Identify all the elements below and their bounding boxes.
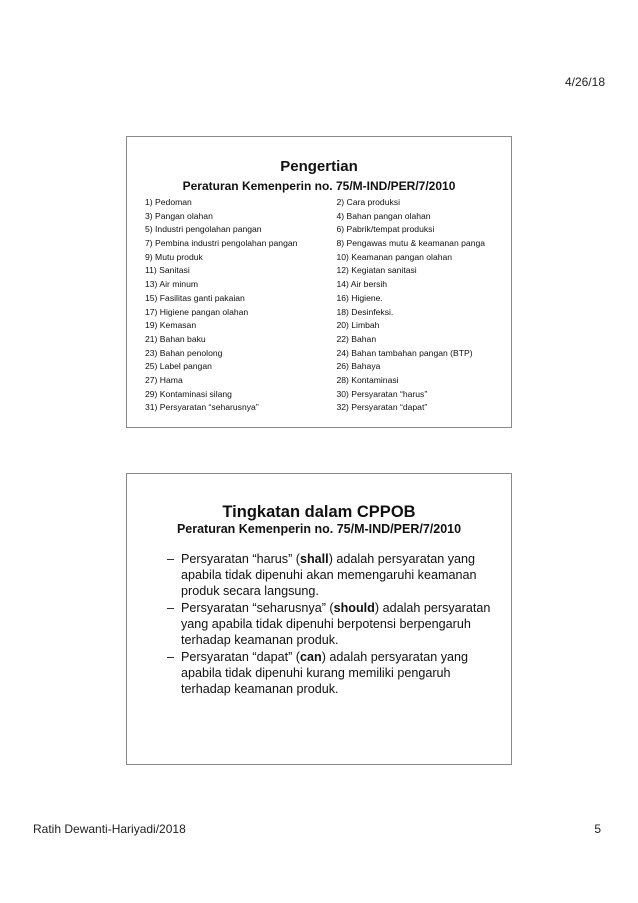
definition-item: 1) Pedoman (145, 197, 192, 207)
definition-item: 23) Bahan penolong (145, 347, 223, 358)
definition-row (145, 360, 512, 374)
definition-row (145, 401, 512, 415)
definition-item: 11) Sanitasi (145, 265, 190, 276)
slide-pengertian (126, 136, 512, 428)
definition-row (145, 237, 512, 251)
definition-item: 6) Pabrik/tempat produksi (336, 224, 435, 235)
definition-list (145, 196, 512, 415)
definition-item: 22) Bahan (336, 333, 377, 344)
definition-row (145, 278, 512, 292)
bullet-list (167, 551, 497, 698)
definition-item: 12) Kegiatan sanitasi (336, 265, 417, 276)
bullet-marker: – (167, 650, 175, 664)
definition-item: 21) Bahan baku (145, 333, 206, 344)
definition-row (145, 388, 512, 402)
bullet-item: – Persyaratan “seharusnya” (should) adalah persyaratan yang apabila tidak dipenuhi berpotensi berpengaruh terhadap keamanan produk. (167, 601, 491, 647)
definition-item: 20) Limbah (336, 320, 380, 331)
slide-title: Pengertian (280, 158, 358, 175)
definition-item: 19) Kemasan (145, 320, 197, 331)
slide-subtitle: Peraturan Kemenperin no. 75/M-IND/PER/7/2010 (182, 179, 456, 193)
definition-item: 14) Air bersih (336, 279, 388, 290)
definition-row (145, 319, 512, 333)
keyword-should: should (333, 601, 375, 615)
bullet-item: – Persyaratan “dapat” (can) adalah persyaratan yang apabila tidak dipenuhi kurang memiliki pengaruh terhadap keamanan produk. (167, 650, 469, 696)
definition-item: 3) Pangan olahan (145, 210, 213, 221)
slide-subtitle: Peraturan Kemenperin no. 75/M-IND/PER/7/2010 (176, 522, 462, 536)
definition-item: 31) Persyaratan “seharusnya” (145, 402, 259, 413)
definition-item: 26) Bahaya (336, 361, 381, 372)
definition-item: 15) Fasilitas ganti pakaian (145, 292, 245, 303)
definition-row (145, 264, 512, 278)
definition-item: 18) Desinfeksi. (336, 306, 394, 317)
definition-item: 13) Air minum (145, 279, 199, 290)
keyword-shall: shall (299, 552, 329, 566)
definition-item: 4) Bahan pangan olahan (336, 210, 431, 221)
definition-row (145, 223, 512, 237)
definition-row (145, 292, 512, 306)
definition-row (145, 306, 512, 320)
definition-item: 10) Keamanan pangan olahan (336, 251, 453, 262)
definition-item: 7) Pembina industri pengolahan pangan (145, 238, 298, 249)
bullet-marker: – (167, 601, 175, 615)
definition-item: 29) Kontaminasi silang (145, 388, 232, 399)
definition-item: 28) Kontaminasi (336, 374, 399, 385)
definition-item: 5) Industri pengolahan pangan (145, 224, 262, 235)
footer-author: Ratih Dewanti-Hariyadi/2018 (33, 822, 186, 836)
definition-row (145, 347, 512, 361)
page-date: 4/26/18 (564, 75, 605, 89)
definition-item: 24) Bahan tambahan pangan (BTP) (336, 347, 473, 358)
definition-item: 25) Label pangan (145, 361, 212, 372)
bullet-marker: – (167, 552, 175, 566)
definition-item: 30) Persyaratan “harus” (336, 388, 428, 399)
definition-item: 9) Mutu produk (145, 251, 203, 262)
definition-item: 2) Cara produksi (336, 197, 400, 207)
keyword-can: can (300, 650, 322, 664)
bullet-item: – Persyaratan “harus” (shall) adalah persyaratan yang apabila tidak dipenuhi akan memengaruhi keamanan produk secara langsung. (167, 552, 477, 598)
definition-row (145, 196, 512, 210)
definition-item: 32) Persyaratan “dapat” (336, 402, 428, 413)
definition-row (145, 333, 512, 347)
definition-row (145, 374, 512, 388)
definition-item: 27) Hama (145, 374, 183, 385)
definition-item: 17) Higiene pangan olahan (145, 306, 249, 317)
definition-item: 8) Pengawas mutu & keamanan panga (336, 238, 486, 249)
page-number: 5 (594, 822, 601, 836)
slide-title: Tingkatan dalam CPPOB (222, 503, 416, 521)
definition-row (145, 251, 512, 265)
definition-row (145, 210, 512, 224)
slide-tingkatan-cppob (126, 473, 512, 765)
definition-item: 16) Higiene. (336, 292, 383, 303)
